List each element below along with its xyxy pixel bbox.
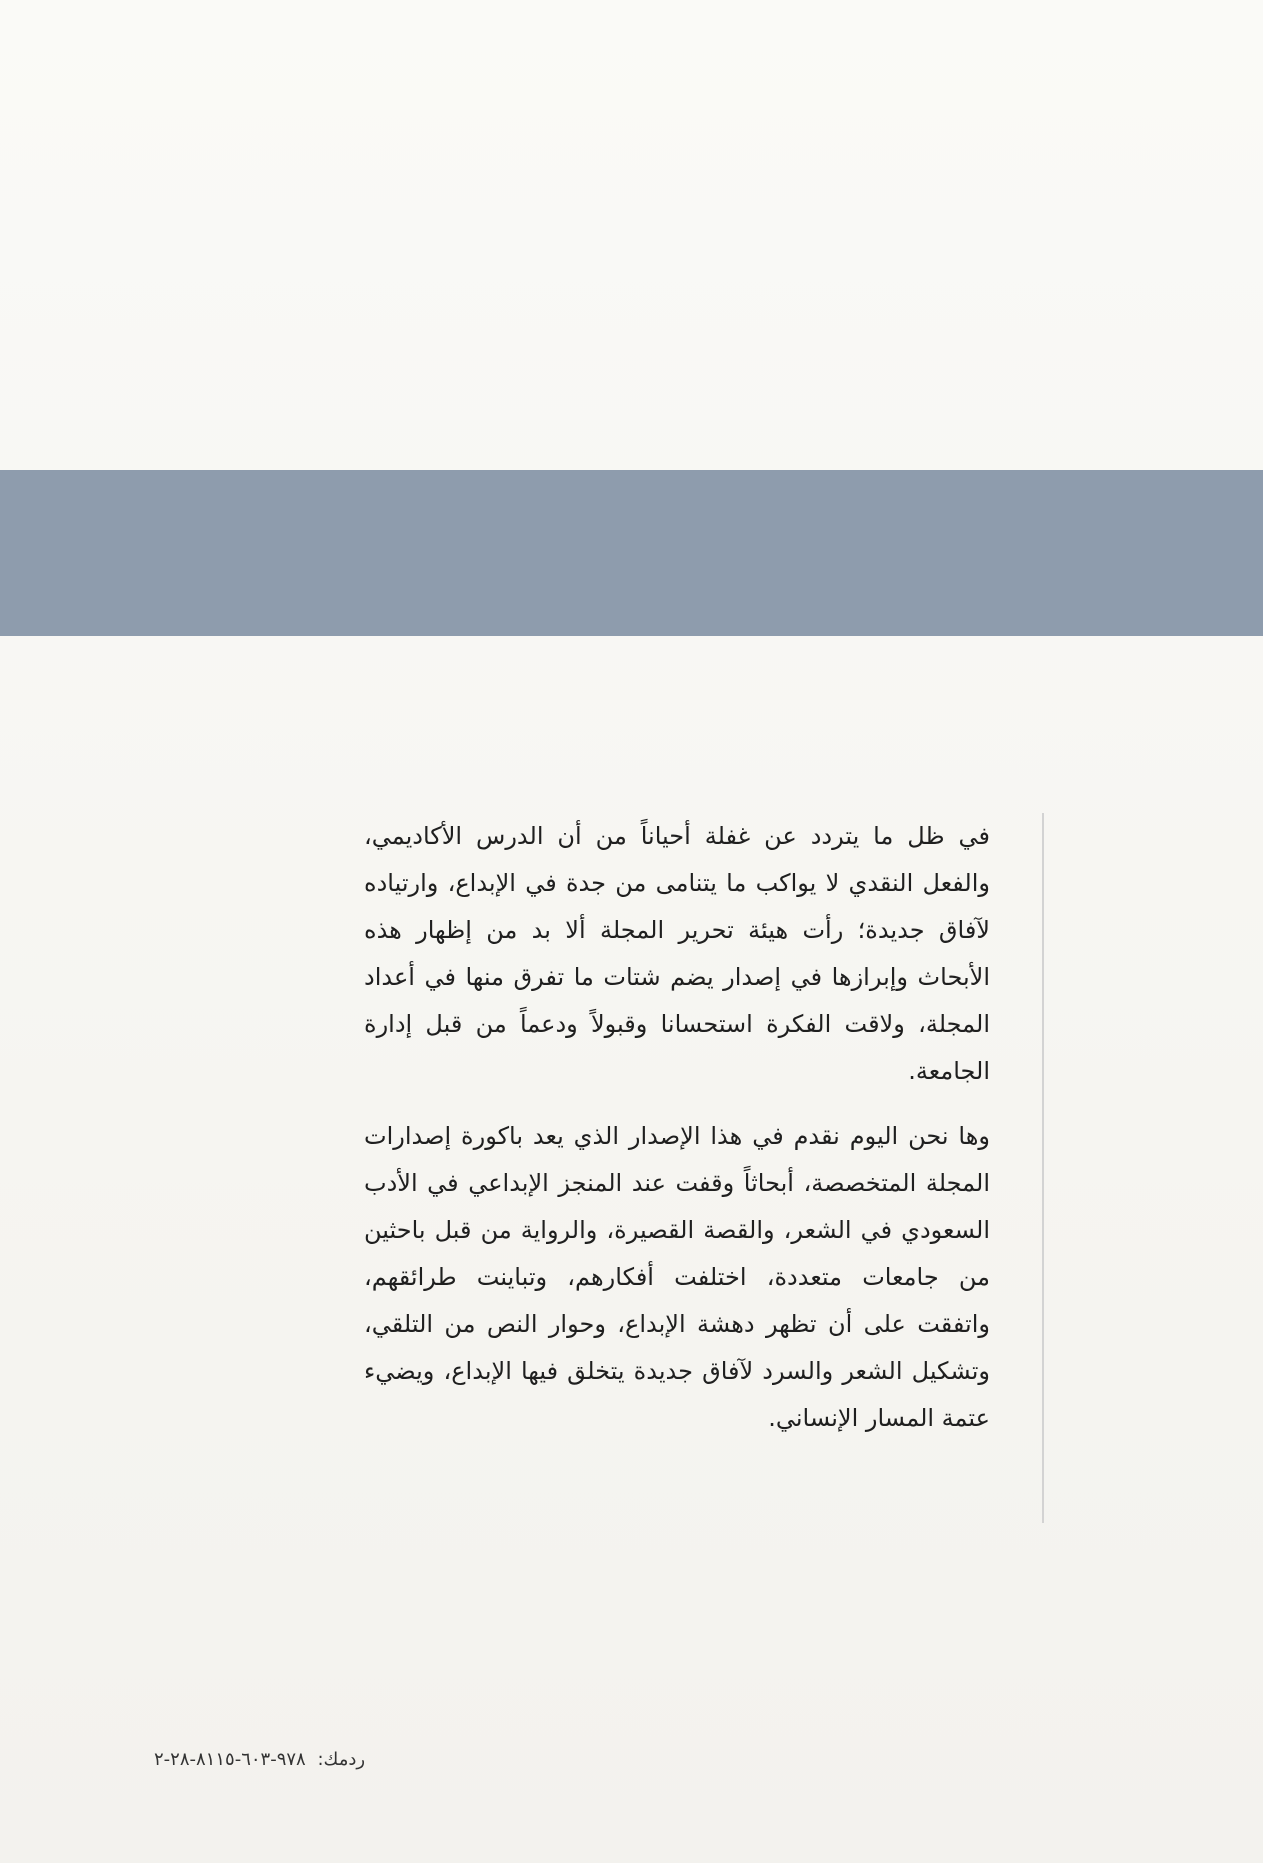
- paragraph-2: وها نحن اليوم نقدم في هذا الإصدار الذي يعد باكورة إصدارات المجلة المتخصصة، أبحاثاً وقفت عند المنجز الإبداعي في الأدب السعودي في الشعر، والقصة القصيرة، والرواية من قبل باحثين من جامعات متعددة، اختلفت أفكارهم، وتباينت طرائقهم، واتفقت على أن تظهر دهشة الإبداع، وحوار النص من التلقي، وتشكيل الشعر والسرد لآفاق جديدة يتخلق فيها الإبداع، ويضيء عتمة المسار الإنساني.: [364, 1122, 990, 1432]
- isbn-value: ٩٧٨-٦٠٣-٨١١٥-٢٨-٢: [154, 1749, 306, 1770]
- decorative-blue-band: [0, 470, 1263, 636]
- description-text: [364, 813, 990, 1442]
- isbn-label: ردمك:: [317, 1749, 366, 1770]
- isbn: [154, 1749, 484, 1770]
- description-text-block: [364, 813, 1044, 1523]
- paragraph-1: في ظل ما يتردد عن غفلة أحياناً من أن الدرس الأكاديمي، والفعل النقدي لا يواكب ما يتنامى من جدة في الإبداع، وارتياده لآفاق جديدة؛ رأت هيئة تحرير المجلة ألا بد من إظهار هذه الأبحاث وإبرازها في إصدار يضم شتات ما تفرق منها في أعداد المجلة، ولاقت الفكرة استحسانا وقبولاً ودعماً من قبل إدارة الجامعة.: [364, 822, 990, 1085]
